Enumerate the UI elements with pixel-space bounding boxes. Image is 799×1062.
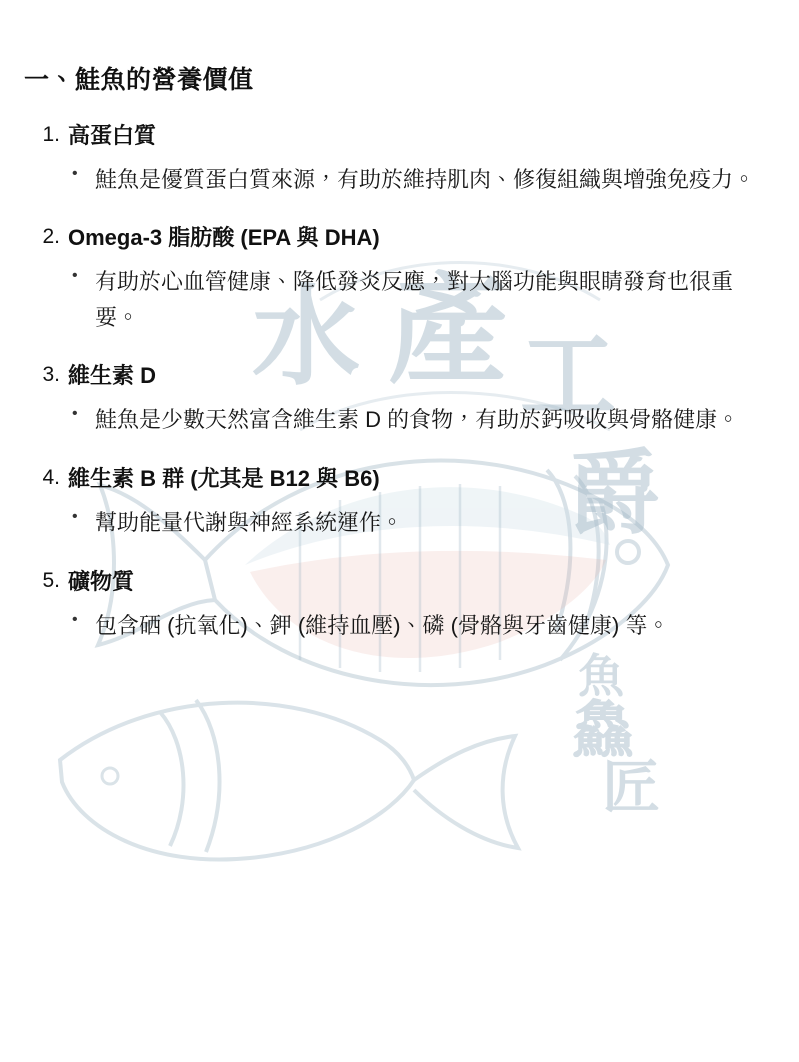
section-number: 4.	[42, 466, 60, 489]
section-bullets	[68, 402, 765, 438]
section-title: 維生素 D	[68, 363, 157, 389]
watermark-char-4: 魚	[578, 651, 624, 702]
nutrition-section-list	[24, 119, 765, 644]
section-number: 2.	[42, 225, 60, 249]
list-item	[24, 565, 765, 644]
watermark-char-3: 爵	[568, 443, 661, 545]
bullet-item: • 包含硒 (抗氧化)、鉀 (維持血壓)、磷 (骨骼與牙齒健康) 等。	[68, 608, 765, 644]
watermark-char-1: 產	[388, 265, 508, 398]
bullet-item: • 鮭魚是優質蛋白質來源，有助於維持肌肉、修復組織與增強免疫力。	[68, 162, 765, 198]
section-bullets	[68, 608, 765, 644]
list-item	[24, 221, 765, 335]
list-item	[24, 119, 765, 198]
section-title: 維生素 B 群 (尤其是 B12 與 B6)	[68, 466, 380, 491]
watermark-char-5: 鱻	[572, 697, 635, 765]
section-bullets	[68, 264, 765, 335]
watermark-char-0: 水	[252, 279, 361, 398]
section-number: 3.	[42, 363, 60, 387]
bullet-item: • 鮭魚是少數天然富含維生素 D 的食物，有助於鈣吸收與骨骼健康。	[68, 402, 765, 438]
section-title: 礦物質	[68, 568, 135, 594]
watermark-char-6: 匠	[602, 755, 661, 820]
section-title: 高蛋白質	[68, 122, 157, 148]
bullet-item: • 幫助能量代謝與神經系統運作。	[68, 505, 765, 541]
bullet-item: • 有助於心血管健康、降低發炎反應，對大腦功能與眼睛發育也很重要。	[68, 264, 765, 335]
page-title: 一、鮭魚的營養價值	[24, 66, 254, 94]
section-number: 5.	[42, 568, 60, 592]
section-title: Omega-3 脂肪酸 (EPA 與 DHA)	[68, 225, 380, 251]
list-item	[24, 359, 765, 438]
section-bullets	[68, 162, 765, 198]
list-item	[24, 462, 765, 541]
section-number: 1.	[42, 122, 60, 146]
section-bullets	[68, 505, 765, 541]
watermark-char-2: 工	[520, 323, 616, 430]
